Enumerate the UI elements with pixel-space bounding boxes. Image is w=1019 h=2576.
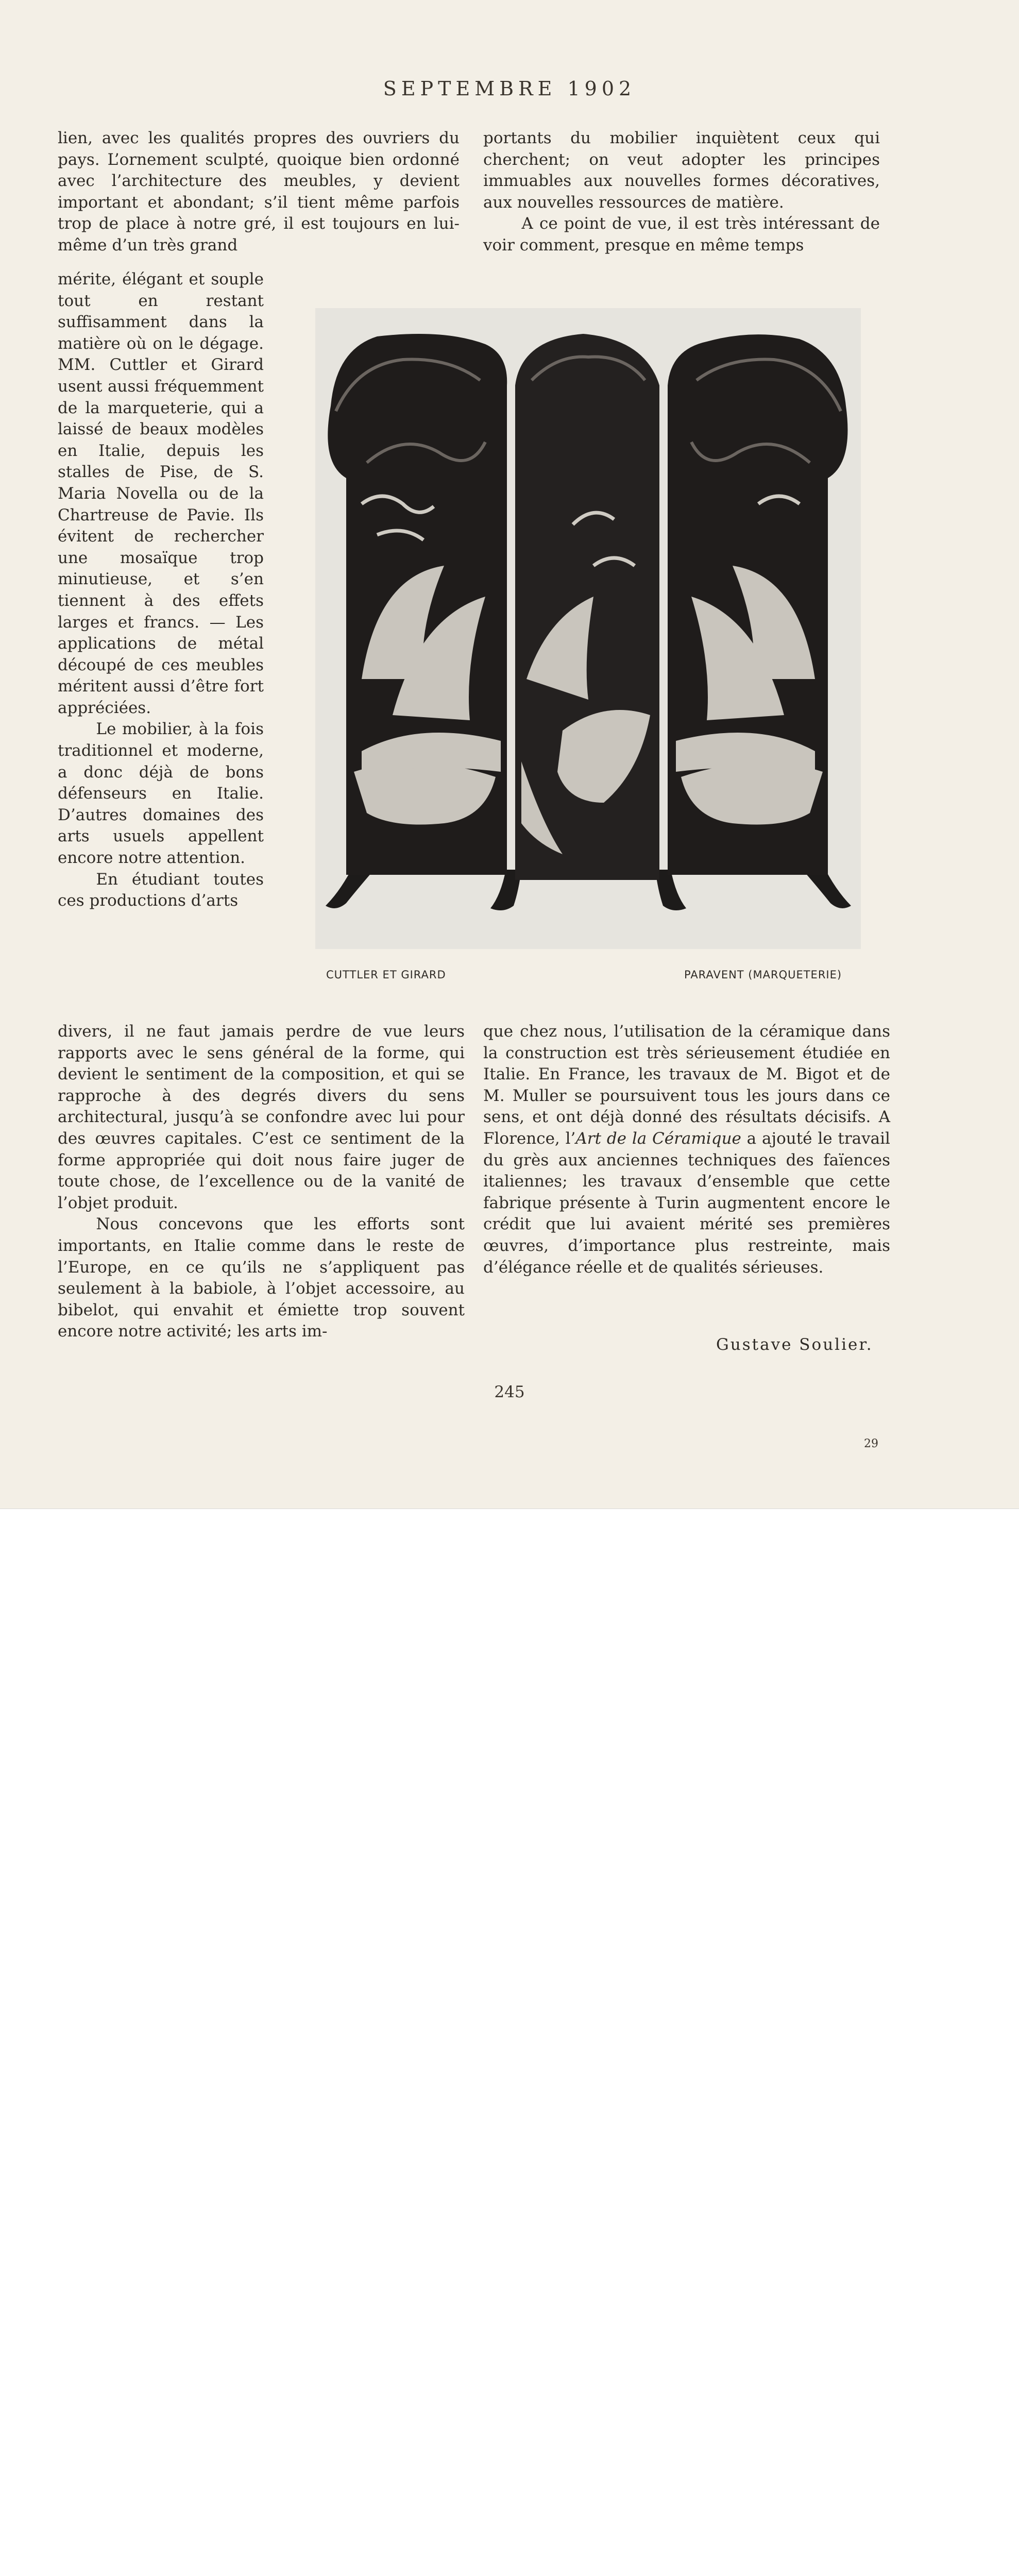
paragraph: En étudiant toutes ces productions d’arts	[58, 870, 264, 910]
folding-screen-illustration	[315, 308, 861, 949]
paragraph: A ce point de vue, il est très intéressant de voir comment, presque en même temps	[483, 214, 880, 255]
paragraph: Nous concevons que les efforts sont importants, en Italie comme dans le reste de l’Europe, en ce qu’ils ne s’appliquent pas seulement à la babiole, à l’objet accessoire, au bibelot, qui envahit et émiette trop souvent encore notre activité; les arts im-	[58, 1215, 465, 1341]
paragraph: que chez nous, l’utilisation de la céramique dans la construction est très sérieusement étudiée en Italie. En France, les travaux de M. Bigot et de M. Muller se poursuivent tous les jours dans ce sens, et ont déjà donné des résultats décisifs. A Florence, l’Art de la Céramique a ajouté le travail du grès aux anciennes techniques des faïences italiennes; les travaux d’ensemble que cette fabrique présente à Turin augmentent encore le crédit que lui avaient mérité ses premières œuvres, d’importance plus restreinte, mais d’élégance réelle et de qualités sérieuses.	[483, 1022, 890, 1277]
author-signature: Gustave Soulier.	[716, 1335, 873, 1354]
paragraph: divers, il ne faut jamais perdre de vue leurs rapports avec le sens général de la forme, qui devient le sentiment de la composition, et qui se rapproche à des degrés divers du sens architectural, jusqu’à se confondre avec lui pour des œuvres capitales. C’est ce sentiment de la forme appropriée qui doit nous faire juger de toute chose, de l’excellence ou de la vanité de l’objet produit.	[58, 1022, 465, 1212]
paragraph: lien, avec les qualités propres des ouvriers du pays. L’ornement sculpté, quoique bien ordonné avec l’architecture des meubles, y devient important et abondant; s’il tient même parfois trop de place à notre gré, il est toujours en lui-même d’un très grand	[58, 129, 460, 255]
left-column-narrow	[58, 269, 264, 912]
caption-right: PARAVENT (MARQUETERIE)	[684, 969, 842, 981]
left-column-top	[58, 128, 460, 257]
left-column-bottom	[58, 1021, 465, 1343]
paragraph: mérite, élégant et souple tout en restant suffisamment dans la matière où on le dégage. MM. Cuttler et Girard usent aussi fréquemment de la marqueterie, qui a laissé de beaux modèles en Italie, depuis les stalles de Pise, de S. Maria Novella ou de la Chartreuse de Pavie. Ils évitent de rechercher une mosaïque trop minutieuse, et s’en tiennent à des effets larges et francs. — Les applications de métal découpé de ces meubles méritent aussi d’être fort appréciées.	[58, 270, 264, 717]
signature-mark: 29	[864, 1437, 878, 1450]
right-column-bottom	[483, 1021, 890, 1278]
caption-left: CUTTLER ET GIRARD	[326, 969, 446, 981]
paravent-photograph	[315, 308, 861, 949]
digitization-footer	[0, 1509, 1019, 1581]
running-header: SEPTEMBRE 1902	[383, 77, 636, 100]
paragraph: Le mobilier, à la fois traditionnel et moderne, a donc déjà de bons défenseurs en Italie. D’autres domaines des arts usuels appellent encore notre attention.	[58, 720, 264, 868]
paragraph: portants du mobilier inquiètent ceux qui cherchent; on veut adopter les principes immuables aux nouvelles formes décoratives, aux nouvelles ressources de matière.	[483, 129, 880, 212]
page-number: 245	[494, 1383, 525, 1401]
right-column-top	[483, 128, 880, 257]
